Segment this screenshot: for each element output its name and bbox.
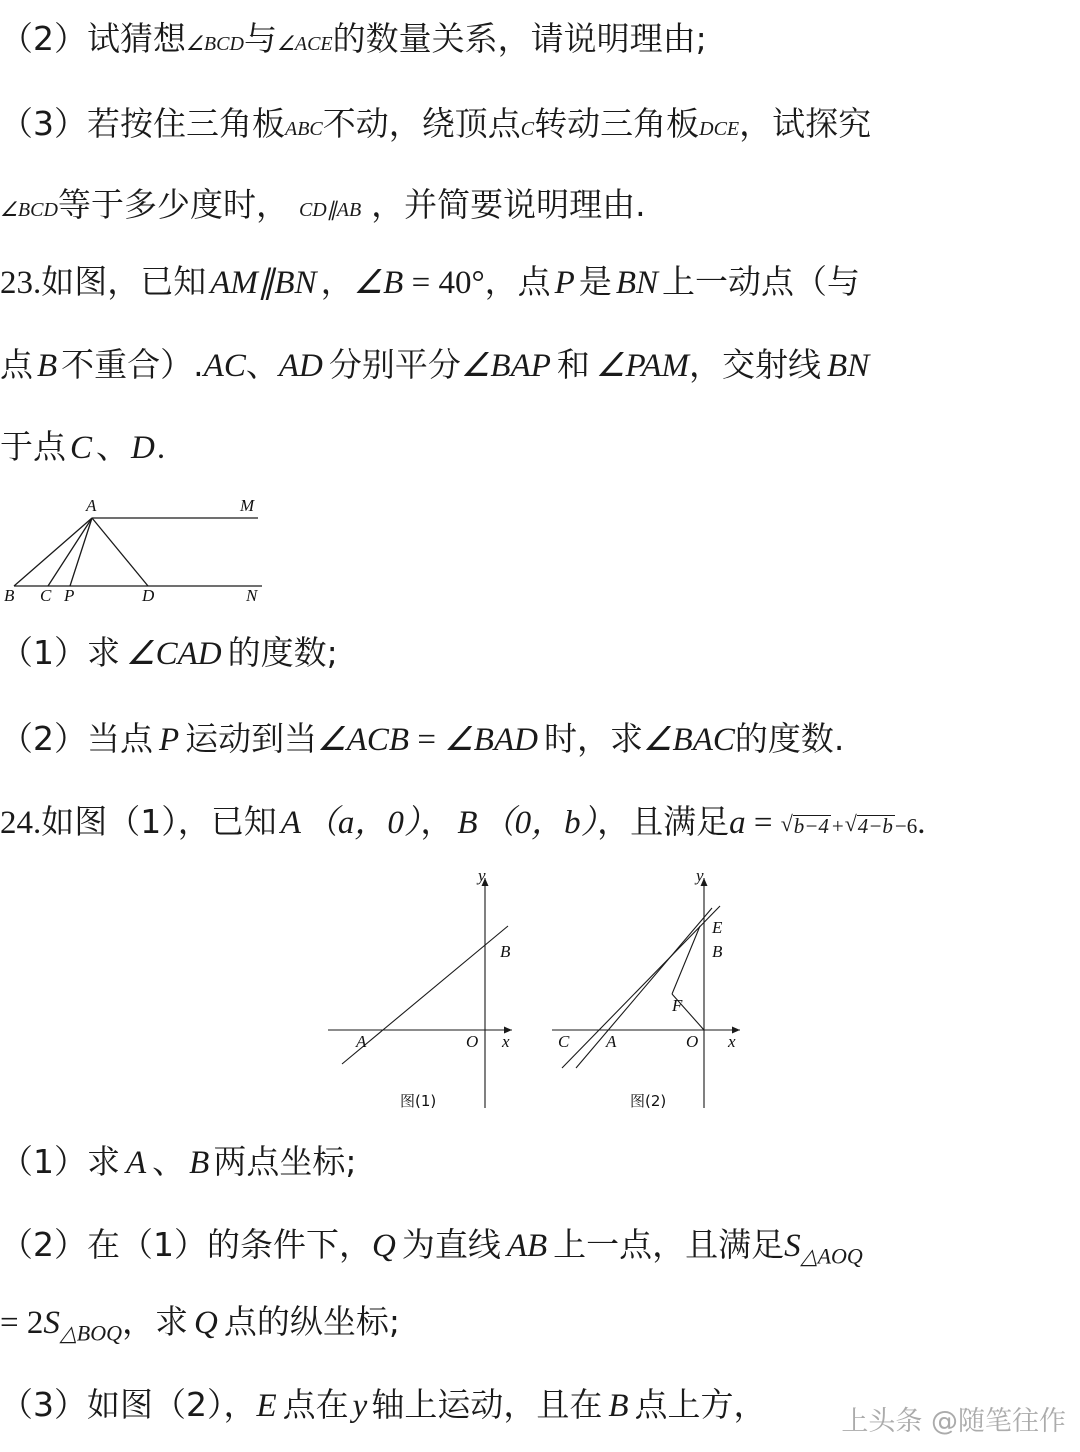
q24-l1-comma: ，: [420, 802, 454, 841]
q23-point-c-label: C: [70, 430, 93, 466]
q24-B-coord: （0，b）: [481, 805, 598, 841]
q23-l1e: 上一动点（与: [661, 262, 860, 301]
q22-point-c: C: [520, 118, 535, 140]
q23-l2a: 点: [0, 345, 33, 384]
q23-line3: [0, 427, 1080, 466]
q22-part3-line2-text: 等于多少度时，: [57, 185, 289, 224]
q24-fig2-label-O: O: [686, 1032, 699, 1051]
q23-part2: [0, 719, 1080, 758]
q24-fig2-label-C: C: [558, 1032, 570, 1051]
q23-line2: [0, 345, 1080, 384]
q24-part2-line2: [0, 1302, 1080, 1346]
q23-l1a: 如图，已知: [41, 262, 207, 301]
q24-l1b: ，且满足: [597, 802, 730, 841]
q22-part2-line: [0, 19, 1080, 58]
q24-p2-Q: Q: [372, 1228, 396, 1264]
q23-angle-bap: ∠BAP: [460, 348, 551, 384]
q23-p2a: （2）当点: [0, 719, 153, 758]
q23-angle-b-value: = 40°: [403, 265, 485, 301]
q24-p2-line2-S: S: [43, 1305, 60, 1341]
q24-p1-tail: 两点坐标;: [213, 1142, 357, 1181]
q22-triangle-dce: DCE: [699, 118, 740, 140]
q23-point-b: B: [37, 348, 58, 384]
q24-fig2-label-y: y: [696, 866, 704, 885]
q22-part3-prefix: （3）若按住三角板: [0, 104, 285, 143]
q24-point-A: A: [280, 805, 301, 841]
q23-l2c: 、: [245, 345, 279, 384]
q24-p2-line2-sub: △BOQ: [59, 1320, 123, 1346]
q23-figure: [0, 498, 300, 608]
q23-part1: [0, 633, 1080, 672]
q23-label-B: B: [4, 586, 15, 605]
q23-l2b: 不重合）.: [61, 345, 204, 384]
q23-label-N: N: [246, 586, 258, 605]
q24-number: 24.: [0, 805, 42, 841]
q24-fig1-label-x: x: [502, 1032, 510, 1051]
q24-p2c: 上一点，且满足: [553, 1225, 785, 1264]
q22-part3-line2: [0, 185, 1080, 224]
q23-bn-2: BN: [827, 348, 870, 384]
q22-part3-line2-tail: ，并简要说明理由.: [371, 185, 646, 224]
q24-p3c: 轴上运动，且在: [371, 1385, 603, 1424]
q24-plus: +: [831, 814, 844, 838]
q24-fig1-label-y: y: [478, 866, 486, 885]
q22-part3-line1: [0, 104, 1080, 143]
q23-l1b: ，: [320, 262, 354, 301]
q24-figures-svg: [300, 868, 800, 1118]
q23-ac: AC: [203, 348, 246, 384]
q22-angle-ace: ∠ACE: [276, 33, 333, 55]
q23-l2e: 和: [556, 345, 590, 384]
q24-point-B: B: [457, 805, 478, 841]
q23-l1c: ，点: [484, 262, 551, 301]
sqrt-icon-1: [781, 815, 831, 837]
q24-p2-S: S: [784, 1228, 801, 1264]
q22-triangle-abc: ABC: [285, 118, 323, 140]
q22-part2-mid1: 与: [243, 19, 277, 58]
q24-p3b: 点在: [282, 1385, 349, 1424]
q24-fig2-label-x: x: [728, 1032, 736, 1051]
q23-label-D: D: [142, 586, 155, 605]
q23-p2b: 运动到当: [185, 719, 318, 758]
q23-label-A: A: [86, 496, 97, 515]
q24-fig2-label-E: E: [712, 918, 723, 937]
q24-p3d: 点上方，: [634, 1385, 767, 1424]
q24-a-var: a: [729, 805, 746, 841]
q23-p2-point-p: P: [159, 722, 180, 758]
q24-fig1-caption: 图(1): [400, 1092, 437, 1110]
q23-label-M: M: [240, 496, 255, 515]
q23-l3c: .: [156, 430, 166, 466]
q22-angle-bcd: ∠BCD: [186, 33, 244, 55]
q24-part2-line1: [0, 1225, 1080, 1269]
q23-l2f: ，交射线: [689, 345, 822, 384]
watermark: 上头条 @随笔往作: [841, 1406, 1066, 1437]
q24-part1: [0, 1142, 1080, 1181]
q24-p2-line2-tail: ，求: [122, 1302, 189, 1341]
q23-l1d: 是: [578, 262, 612, 301]
q24-l1-eq: =: [745, 805, 781, 841]
q24-p2-S-sub: △AOQ: [800, 1243, 863, 1269]
q24-p1-prefix: （1）求: [0, 1142, 120, 1181]
q24-p3-B: B: [608, 1388, 629, 1424]
q22-part3-mid3: ，试探究: [739, 104, 872, 143]
q23-angle-bad: ∠BAD: [444, 722, 538, 758]
q22-angle-bcd-2: ∠BCD: [0, 199, 58, 221]
q24-p3-y: y: [352, 1388, 368, 1424]
q23-angle-cad: ∠CAD: [126, 636, 222, 672]
q24-fig2-caption: 图(2): [630, 1092, 667, 1110]
q23-angle-pam: ∠PAM: [595, 348, 690, 384]
q24-p2-line2-eq: = 2: [0, 1305, 44, 1341]
q23-angle-acb: ∠ACB: [317, 722, 410, 758]
q23-line1: [0, 262, 1080, 301]
q24-fig2-label-A: A: [606, 1032, 617, 1051]
q23-bn: BN: [615, 265, 658, 301]
q23-l2d: 分别平分: [328, 345, 461, 384]
q24-l1-period: .: [917, 805, 926, 841]
q24-figures: [300, 868, 800, 1118]
q23-p2-eq: =: [409, 722, 445, 758]
q24-p1-B: B: [189, 1145, 210, 1181]
q24-fig2-label-F: F: [672, 996, 683, 1015]
sqrt-icon-2: [845, 815, 895, 837]
q23-angle-bac: ∠BAC: [642, 722, 735, 758]
q24-l1a: 如图（1），已知: [41, 802, 277, 841]
q24-minus-6: −6: [894, 814, 918, 838]
q23-p2d: 的度数.: [734, 719, 845, 758]
q24-fig1-label-O: O: [466, 1032, 479, 1051]
q24-p3a: （3）如图（2），: [0, 1385, 257, 1424]
q23-l3b: 、: [96, 427, 130, 466]
q23-label-C: C: [40, 586, 52, 605]
q24-A-coord: （a，0）: [304, 805, 421, 841]
q22-part3-mid2: 转动三角板: [534, 104, 700, 143]
q23-p2c: 时，求: [543, 719, 643, 758]
q24-p2-line2-Q: Q: [194, 1305, 218, 1341]
q24-p1-A: A: [126, 1145, 147, 1181]
q23-number: 23.: [0, 265, 42, 301]
q23-point-d-label: D: [131, 430, 155, 466]
q23-ad: AD: [278, 348, 323, 384]
q23-am-parallel-bn: AM∥BN: [210, 265, 317, 301]
q24-radicand-2: 4−b: [857, 814, 893, 838]
q22-cd-parallel-ab: CD∥AB: [298, 199, 362, 221]
q24-p2-AB: AB: [506, 1228, 548, 1264]
q22-part2-prefix: （2）试猜想: [0, 19, 186, 58]
q22-part2-mid2: 的数量关系，请说明理由;: [332, 19, 707, 58]
q24-fig1-label-B: B: [500, 942, 511, 961]
q24-fig2-label-B: B: [712, 942, 723, 961]
q23-p1-tail: 的度数;: [227, 633, 338, 672]
q24-line1: [0, 802, 1080, 841]
q24-fig1-label-A: A: [356, 1032, 367, 1051]
q23-point-p: P: [554, 265, 575, 301]
q24-p1-comma: 、: [152, 1142, 186, 1181]
q23-angle-b: ∠B: [353, 265, 404, 301]
q24-p2b: 为直线: [401, 1225, 501, 1264]
q24-p3-E: E: [256, 1388, 277, 1424]
q23-label-P: P: [64, 586, 75, 605]
q23-p1-prefix: （1）求: [0, 633, 120, 672]
q23-l3a: 于点: [0, 427, 66, 466]
q24-expression: [781, 815, 918, 837]
q24-radicand-1: b−4: [793, 814, 829, 838]
q22-part3-mid1: 不动，绕顶点: [322, 104, 521, 143]
q24-p2a: （2）在（1）的条件下，: [0, 1225, 372, 1264]
q24-p2-line2-end: 点的纵坐标;: [223, 1302, 400, 1341]
